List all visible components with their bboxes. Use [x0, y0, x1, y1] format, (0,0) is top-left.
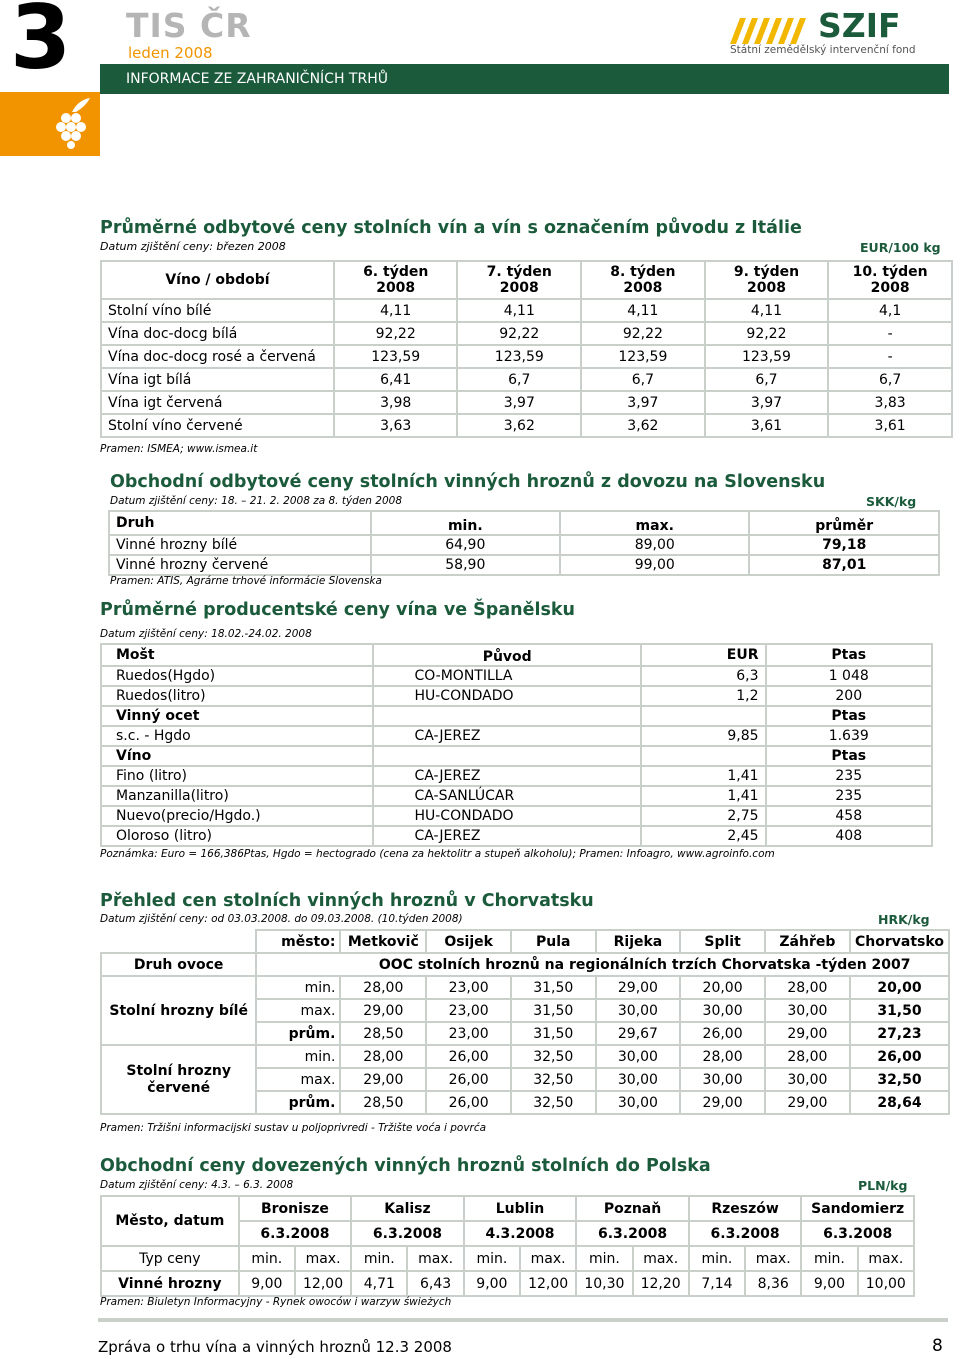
table-row: Typ ceny min. max. min. max. min. max. min. max. min. max. min. max.: [101, 1246, 914, 1271]
table-row: prům. 28,50 23,00 31,50 29,67 26,00 29,00 27,23: [101, 1022, 949, 1045]
slovakia-source: Pramen: ATIS, Agrárne trhové informácie Slovenska: [110, 575, 382, 587]
table-row: Vína igt červená 3,98 3,97 3,97 3,97 3,83: [101, 391, 952, 414]
poland-unit: PLN/kg: [858, 1178, 908, 1193]
table-row: Vinné hrozny bílé 64,90 89,00 79,18: [109, 535, 939, 555]
column-header: 9. týden 2008: [705, 261, 829, 299]
italy-title: Průměrné odbytové ceny stolních vín a vín s označením původu z Itálie: [100, 218, 802, 238]
table-header-row: [101, 261, 952, 299]
spain-date-note: Datum zjištění ceny: 18.02.-24.02. 2008: [100, 628, 312, 640]
column-header: 8. týden 2008: [581, 261, 705, 299]
italy-source: Pramen: ISMEA; www.ismea.it: [100, 443, 258, 455]
table-row: Stolní víno bílé 4,11 4,11 4,11 4,11 4,1: [101, 299, 952, 322]
croatia-price-table: [100, 929, 950, 1115]
table-row: Ruedos(litro) HU-CONDADO 1,2 200: [101, 686, 932, 706]
table-row: Fino (litro) CA-JEREZ 1,41 235: [101, 766, 932, 786]
footer-divider: [98, 1318, 948, 1322]
slovakia-unit: SKK/kg: [866, 494, 917, 509]
column-header: Víno / období: [101, 261, 334, 299]
slovakia-price-table: [108, 510, 940, 576]
croatia-source: Pramen: Tržišni informacijski sustav u poljoprivredi - Tržište voća i povrća: [100, 1122, 487, 1134]
spain-note: Poznámka: Euro = 166,386Ptas, Hgdo = hectogrado (cena za hektolitr a stupeň alkoholu); Pramen: Infoagro, www.agroinfo.com: [100, 848, 775, 860]
grapes-icon: [52, 96, 96, 152]
italy-price-table: [100, 260, 953, 438]
table-header-row: Mošt Původ EUR Ptas: [101, 644, 932, 666]
poland-title: Obchodní ceny dovezených vinných hroznů stolních do Polska: [100, 1156, 711, 1176]
issue-date: leden 2008: [128, 44, 213, 62]
croatia-date-note: Datum zjištění ceny: od 03.03.2008. do 09.03.2008. (10.týden 2008): [100, 913, 463, 925]
table-row: Oloroso (litro) CA-JEREZ 2,45 408: [101, 826, 932, 846]
szif-logo-subtitle: Státní zemědělský intervenční fond: [730, 44, 916, 56]
page-number: 8: [932, 1336, 943, 1356]
table-row: Víno Ptas: [101, 746, 932, 766]
column-header: 6. týden 2008: [334, 261, 458, 299]
table-row: Vína doc-docg bílá 92,22 92,22 92,22 92,22 -: [101, 322, 952, 345]
table-header-row: město: Metkovič Osijek Pula Rijeka Split Záhřeb Chorvatsko: [101, 930, 949, 953]
table-row: prům. 28,50 26,00 32,50 30,00 29,00 29,00 28,64: [101, 1091, 949, 1114]
table-row: Druh ovoce OOC stolních hroznů na regionálních trzích Chorvatska -týden 2007: [101, 953, 949, 976]
szif-logo-text: SZIF: [818, 6, 901, 45]
slovakia-title: Obchodní odbytové ceny stolních vinných hroznů z dovozu na Slovensku: [110, 472, 826, 492]
table-header-row: 6.3.2008 6.3.2008 4.3.2008 6.3.2008 6.3.2008 6.3.2008: [101, 1221, 914, 1246]
italy-unit: EUR/100 kg: [860, 240, 941, 255]
szif-logo-icon: [730, 10, 814, 44]
table-row: Stolní víno červené 3,63 3,62 3,62 3,61 3,61: [101, 414, 952, 437]
poland-price-table: [100, 1195, 915, 1297]
table-row: Ruedos(Hgdo) CO-MONTILLA 6,3 1 048: [101, 666, 932, 686]
croatia-title: Přehled cen stolních vinných hroznů v Chorvatsku: [100, 891, 594, 911]
series-title: TIS ČR: [126, 6, 252, 45]
table-row: s.c. - Hgdo CA-JEREZ 9,85 1.639: [101, 726, 932, 746]
table-row: Vinné hrozny 9,00 12,00 4,71 6,43 9,00 12,00 10,30 12,20 7,14 8,36 9,00 10,00: [101, 1271, 914, 1296]
poland-source: Pramen: Biuletyn Informacyjny - Rynek owoców i warzyw świeżych: [100, 1296, 452, 1308]
table-row: Manzanilla(litro) CA-SANLÚCAR 1,41 235: [101, 786, 932, 806]
croatia-unit: HRK/kg: [878, 912, 930, 927]
italy-date-note: Datum zjištění ceny: březen 2008: [100, 240, 286, 253]
footer-text: Zpráva o trhu vína a vinných hroznů 12.3 2008: [98, 1338, 452, 1356]
table-header-row: Druh min. max. průměr: [109, 511, 939, 535]
spain-title: Průměrné producentské ceny vína ve Španělsku: [100, 600, 575, 620]
table-row: Vína doc-docg rosé a červená 123,59 123,59 123,59 123,59 -: [101, 345, 952, 368]
table-row: Vinný ocet Ptas: [101, 706, 932, 726]
column-header: 10. týden 2008: [828, 261, 952, 299]
header-bar-text: INFORMACE ZE ZAHRANIČNÍCH TRHŮ: [126, 71, 388, 87]
table-row: Vinné hrozny červené 58,90 99,00 87,01: [109, 555, 939, 575]
table-row: Stolní hrozny červené min. 28,00 26,00 32,50 30,00 28,00 28,00 26,00: [101, 1045, 949, 1068]
poland-date-note: Datum zjištění ceny: 4.3. – 6.3. 2008: [100, 1179, 294, 1191]
column-header: 7. týden 2008: [457, 261, 581, 299]
table-row: max. 29,00 23,00 31,50 30,00 30,00 30,00 31,50: [101, 999, 949, 1022]
issue-number: 3: [10, 0, 72, 89]
spain-price-table: [100, 643, 933, 847]
table-row: Stolní hrozny bílé min. 28,00 23,00 31,50 29,00 20,00 28,00 20,00: [101, 976, 949, 999]
slovakia-date-note: Datum zjištění ceny: 18. – 21. 2. 2008 za 8. týden 2008: [110, 495, 403, 507]
table-row: Nuevo(precio/Hgdo.) HU-CONDADO 2,75 458: [101, 806, 932, 826]
table-row: max. 29,00 26,00 32,50 30,00 30,00 30,00 32,50: [101, 1068, 949, 1091]
table-header-row: Město, datum Bronisze Kalisz Lublin Poznaň Rzeszów Sandomierz: [101, 1196, 914, 1221]
table-row: Vína igt bílá 6,41 6,7 6,7 6,7 6,7: [101, 368, 952, 391]
